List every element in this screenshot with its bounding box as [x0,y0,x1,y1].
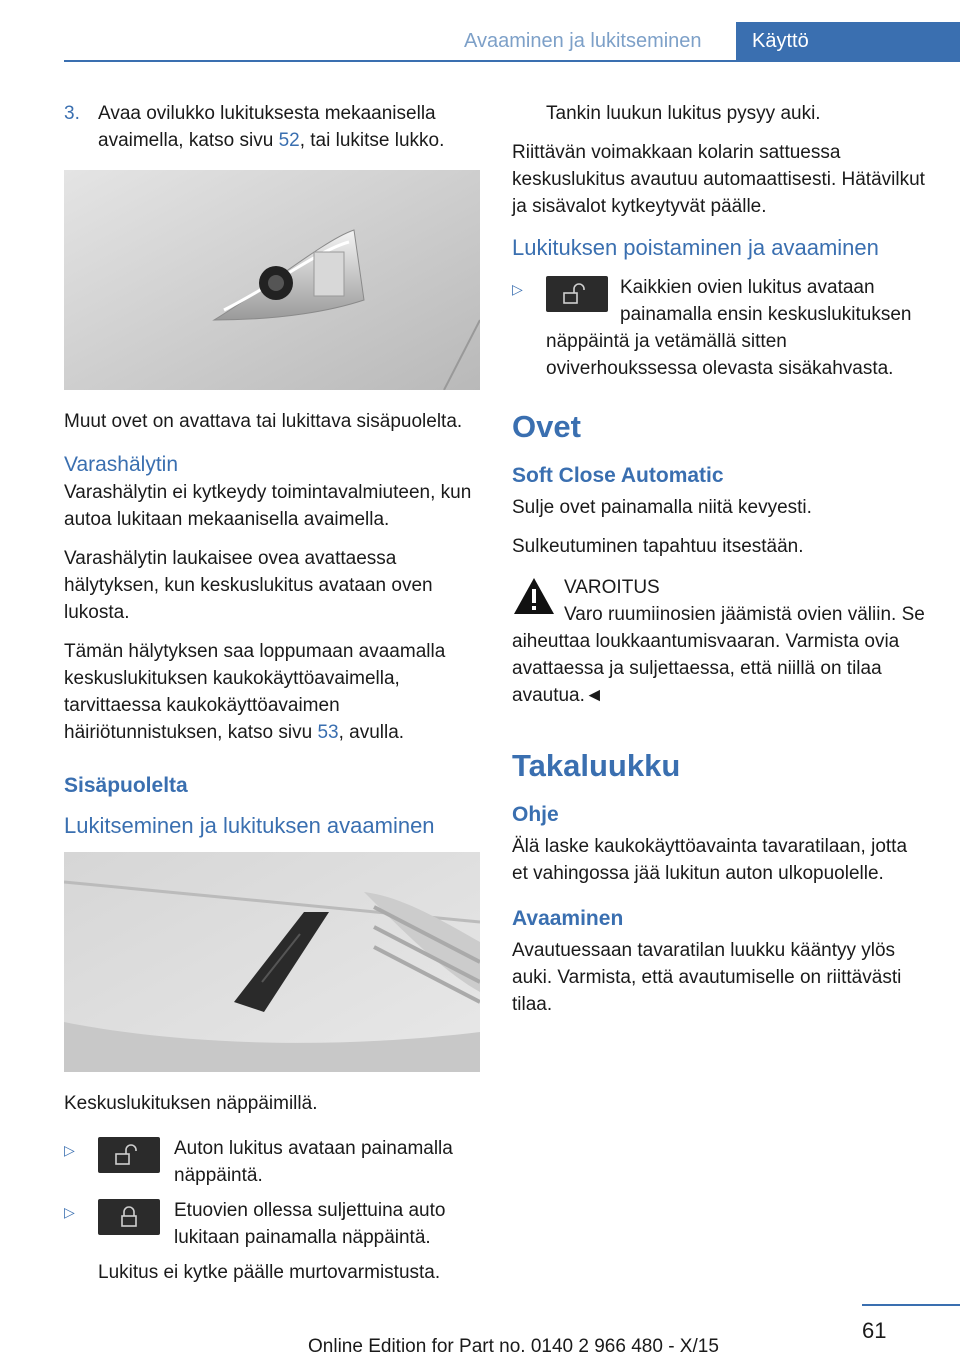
central-lock-buttons-photo [64,852,480,1072]
fuel-flap-text: Tankin luukun lukitus pysyy auki. [546,103,821,124]
unlock-key-icon [546,276,608,312]
alarm-paragraph-2: Varashälytin laukaisee ovea avattaessa hälytyksen, kun keskuslukitus avataan oven lukosta. [64,548,433,623]
step-number: 3. [64,103,80,124]
alarm-paragraph-1: Varashälytin ei kytkeydy toimintavalmiuteen, kun autoa lukitaan mekaanisella avaimella. [64,482,472,530]
header-section-title: Avaaminen ja lukitseminen [464,30,702,52]
lock-unlock-heading: Lukitseminen ja lukituksen avaaminen [64,813,435,838]
other-doors-text: Muut ovet on avattava tai lukittava sisäpuolelta. [64,411,463,432]
warning-text [512,601,928,709]
left-column [64,100,482,1298]
page-number: 61 [862,1318,887,1343]
warning-title: VAROITUS [564,577,660,598]
bullet-triangle-icon: ▷ [64,1142,75,1158]
header-chapter-tab: Käyttö [736,22,960,62]
footer-edition: Online Edition for Part no. 0140 2 966 480 - X/15 [308,1336,719,1357]
list-item-unlock-open [512,274,928,382]
warning-text-content: Varo ruumiinosien jäämistä ovien väliin. Se aiheuttaa loukkaantumisvaaran. Varmista ovia avattaessa ja suljettaessa, että niillä on tilaa avautua.◄ [512,604,925,706]
list-item-text: Auton lukitus avataan painamalla näppäintä. [174,1138,453,1186]
door-lock-photo [64,170,480,390]
tailgate-heading: Takaluukku [512,748,681,783]
list-item-lock [64,1197,482,1251]
header-rule [64,60,960,62]
inside-heading: Sisäpuolelta [64,774,188,797]
alarm-note: Lukitus ei kytke päälle murtovarmistusta. [98,1262,441,1283]
page-link-52[interactable]: 52 [278,130,300,151]
soft-close-paragraph-1: Sulje ovet painamalla niitä kevyesti. [512,497,812,518]
soft-close-heading: Soft Close Automatic [512,464,724,487]
doors-heading: Ovet [512,409,581,444]
crash-paragraph: Riittävän voimakkaan kolarin sattuessa keskuslukitus avautuu automaattisesti. Hätävilkut ja sisävalot kytkeytyvät päälle. [512,142,925,217]
alarm-p3-text-b: , avulla. [338,722,405,743]
alarm-p3-text-a: Tämän hälytyksen saa loppumaan avaamalla keskuslukituksen kaukokäyttöavaimella, tarvittaessa kaukokäyttöavaimen häiriötunnistuksen, katso sivu [64,641,446,743]
unlock-opening-heading: Lukituksen poistaminen ja avaaminen [512,235,879,260]
unlock-key-icon [98,1137,160,1173]
buttons-caption: Keskuslukituksen näppäimillä. [64,1093,318,1114]
step-3 [64,100,482,154]
warning-icon [512,576,556,616]
list-item-text: Kaikkien ovien lukitus avataan painamalla ensin keskuslukituksen näppäintä ja vetämällä sitten oviverhoukssessa olevasta sisäkahvasta. [546,277,912,379]
bullet-triangle-icon: ▷ [64,1204,75,1220]
alarm-heading: Varashälytin [64,453,179,476]
list-item-unlock [64,1135,482,1189]
warning-block [512,572,928,601]
opening-text: Avautuessaan tavaratilan luukku kääntyy ylös auki. Varmista, että avautumiselle on riittävästi tilaa. [512,940,902,1015]
note-heading: Ohje [512,803,559,826]
note-text: Älä laske kaukokäyttöavainta tavaratilaan, jotta et vahingossa jää lukitun auton ulkopuolelle. [512,836,908,884]
bullet-triangle-icon: ▷ [512,281,523,297]
soft-close-paragraph-2: Sulkeutuminen tapahtuu itsestään. [512,536,804,557]
page-link-53[interactable]: 53 [317,722,339,743]
opening-heading: Avaaminen [512,907,624,930]
lock-key-icon [98,1199,160,1235]
right-column [512,100,928,1030]
step-text-b: , tai lukitse lukko. [299,130,445,151]
step-text-a: Avaa ovilukko lukituksesta mekaanisella avaimella, katso sivu [98,103,436,151]
list-item-text: Etuovien ollessa suljettuina auto lukitaan painamalla näppäintä. [174,1200,446,1248]
alarm-paragraph-3 [64,638,482,746]
footer-rule [862,1304,960,1306]
